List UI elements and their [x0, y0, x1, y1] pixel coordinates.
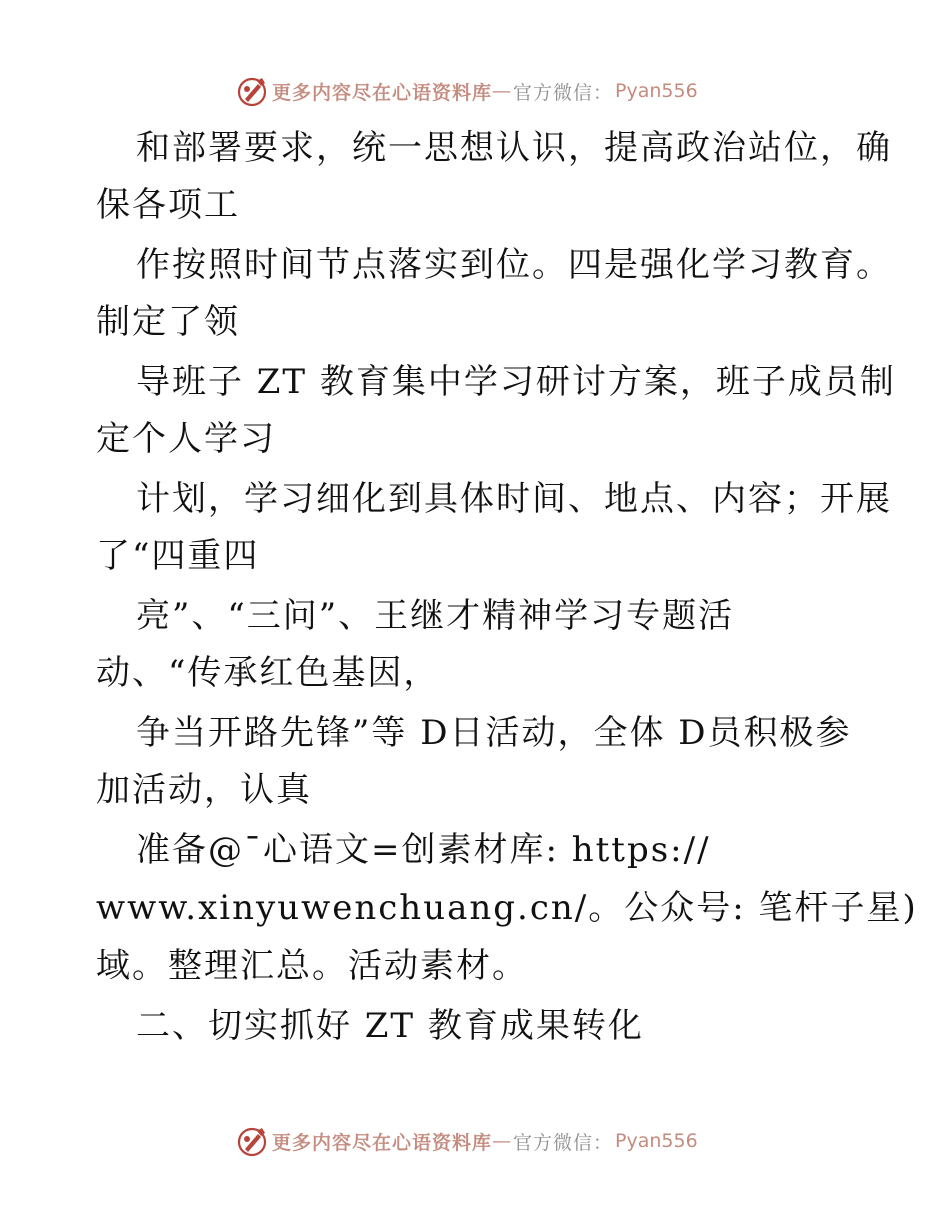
paragraph-line: 作按照时间节点落实到位。四是强化学习教育。 — [136, 245, 892, 285]
watermark-wechat-label: 官方微信： — [513, 1131, 614, 1154]
paragraph-line: 争当开路先锋”等 D日活动，全体 D员积极参 — [136, 713, 852, 753]
paragraph-line: 保各项工 — [96, 185, 240, 225]
pen-logo-icon — [236, 75, 268, 107]
watermark-wechat-id: Pyan556 — [615, 1130, 698, 1152]
paragraph-line: 准备@¯心语文=创素材库: https:// — [136, 830, 711, 870]
paragraph-line: 域。整理汇总。活动素材。 — [96, 946, 528, 986]
paragraph-line: www.xinyuwenchuang.cn/。公众号: 笔杆子星) — [96, 888, 918, 928]
watermark-wechat-label: 官方微信： — [513, 81, 614, 104]
paragraph-line: 了“四重四 — [96, 536, 260, 576]
paragraph-line: 亮”、“三问”、王继才精神学习专题活 — [136, 596, 735, 636]
paragraph-line: 制定了领 — [96, 302, 240, 342]
watermark-separator: — — [492, 1130, 512, 1152]
paragraph-line: 导班子 ZT 教育集中学习研讨方案，班子成员制 — [136, 362, 896, 402]
paragraph-line: 计划，学习细化到具体时间、地点、内容；开展 — [136, 479, 892, 519]
watermark-header — [236, 74, 698, 108]
paragraph-line: 定个人学习 — [96, 419, 276, 459]
watermark-wechat-id: Pyan556 — [615, 80, 698, 102]
watermark-footer — [236, 1124, 698, 1158]
watermark-text: 更多内容尽在心语资料库 — [272, 81, 493, 104]
paragraph-line: 加活动，认真 — [96, 770, 312, 810]
paragraph-line: 动、“传承红色基因， — [96, 653, 440, 693]
paragraph-line: 和部署要求，统一思想认识，提高政治站位，确 — [136, 128, 892, 168]
section-heading: 二、切实抓好 ZT 教育成果转化 — [136, 1006, 644, 1046]
pen-logo-icon — [236, 1125, 268, 1157]
watermark-separator: — — [492, 80, 512, 102]
watermark-text: 更多内容尽在心语资料库 — [272, 1131, 493, 1154]
